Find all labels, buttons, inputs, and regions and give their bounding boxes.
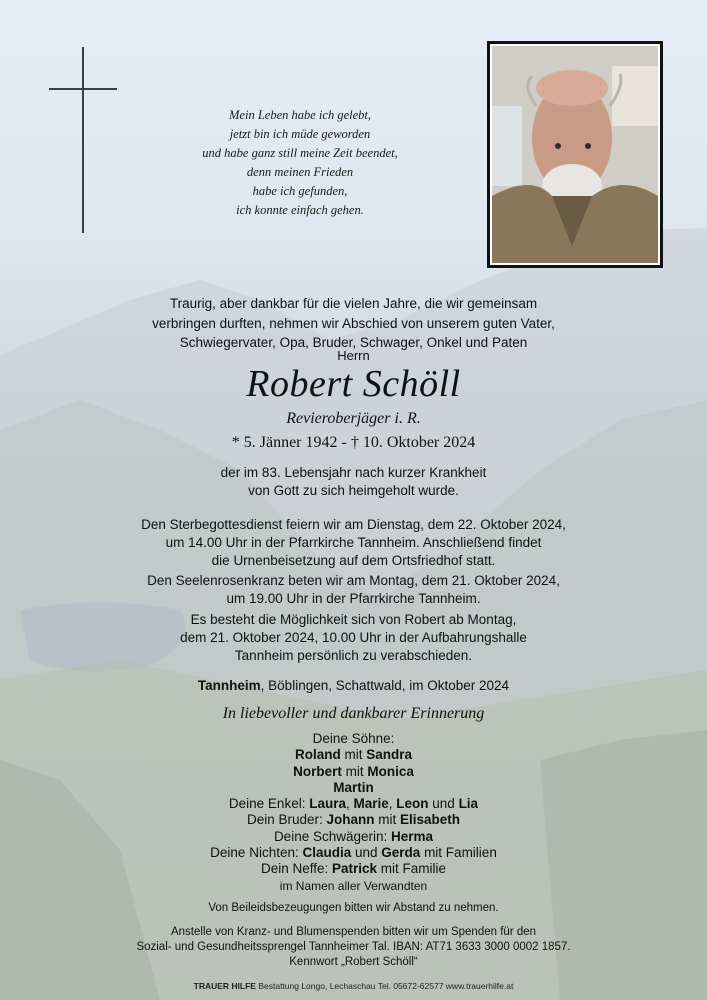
memory-heading: In liebevoller und dankbarer Erinnerung [222,705,485,722]
service-line: die Urnenbeisetzung auf dem Ortsfriedhof statt. [211,553,496,568]
son-name: Norbert [293,763,342,779]
family-row [0,747,707,763]
place-rest: , Böblingen, Schattwald, im Oktober 2024 [260,678,510,693]
poem-line: habe ich gefunden, [252,184,348,198]
family-row [0,812,707,828]
donation-line: Sozial- und Gesundheitssprengel Tannheimer Tal. IBAN: AT71 3633 3000 0002 1857. [136,941,571,953]
service-line: um 14.00 Uhr in der Pfarrkirche Tannheim. Anschließend findet [165,535,542,550]
deceased-name: Robert Schöll [246,363,461,405]
footer-text: Bestattung Longo, Lechaschau Tel. 05672-62577 www.trauerhilfe.at [255,981,514,991]
footer-brand: TRAUER HILFE [193,981,256,991]
life-text [0,464,707,500]
donation-line: Anstelle von Kranz- und Blumenspenden bitten wir um Spenden für den [170,926,537,938]
niece-name: Claudia [302,845,352,861]
grandchildren-label: Deine Enkel: [228,796,310,812]
poem-line: und habe ganz still meine Zeit beendet, [202,146,398,160]
family-row [0,764,707,780]
partner-name: Elisabeth [400,812,461,828]
cross-icon [82,47,84,233]
poem-line: Mein Leben habe ich gelebt, [229,108,371,122]
separator: , [345,796,354,812]
niece-name: Gerda [381,845,421,861]
farewell-line: Tannheim persönlich zu verabschieden. [234,648,473,663]
rosary-line: Den Seelenrosenkranz beten wir am Montag, dem 21. Oktober 2024, [147,573,560,588]
sister-in-law-label: Deine Schwägerin: [273,828,392,844]
poem [150,106,450,220]
life-dates: * 5. Jänner 1942 - † 10. Oktober 2024 [231,434,476,451]
donation-note [0,925,707,970]
farewell-text [0,611,707,665]
brother-name: Johann [326,812,375,828]
service-text [0,516,707,570]
deceased-title: Revieroberjäger i. R. [286,410,421,427]
farewell-line: Es besteht die Möglichkeit sich von Robert ab Montag, [190,612,517,627]
separator: , [388,796,397,812]
mit: mit [341,763,368,779]
place-date-line [0,678,707,693]
relatives-line: im Namen aller Verwandten [279,878,428,893]
separator: und [428,796,459,812]
son-name: Martin [333,779,374,795]
sister-in-law-name: Herma [391,828,434,844]
family-row [0,845,707,861]
footer [0,981,707,991]
service-line: Den Sterbegottesdienst feiern wir am Dienstag, dem 22. Oktober 2024, [141,517,566,532]
portrait-photo-frame [487,41,663,268]
family-list [0,731,707,894]
family-row [0,829,707,845]
separator: und [351,845,382,861]
place-bold: Tannheim [197,678,261,693]
life-line: der im 83. Lebensjahr nach kurzer Krankheit [220,465,487,480]
intro-text [0,294,707,353]
poem-line: denn meinen Frieden [246,165,354,179]
son-name: Roland [294,747,341,763]
life-line: von Gott zu sich heimgeholt wurde. [248,483,459,498]
intro-line: verbringen durften, nehmen wir Abschied von unserem guten Vater, [152,315,555,331]
poem-line: jetzt bin ich müde geworden [229,127,371,141]
intro-line: Traurig, aber dankbar für die vielen Jahre, die wir gemeinsam [169,296,538,311]
nieces-label: Deine Nichten: [210,845,303,861]
condolences-note: Von Beileidsbezeugungen bitten wir Abstand zu nehmen. [208,902,499,914]
family-row [0,780,707,796]
cross-icon-bar [49,88,117,90]
brother-label: Dein Bruder: [246,812,327,828]
mit: mit [374,812,401,828]
family-row [0,861,707,877]
rosary-text [0,572,707,608]
nephew-label: Dein Neffe: [260,861,332,877]
grandchild-name: Marie [353,796,389,812]
partner-name: Monica [367,763,414,779]
salutation: Herrn [337,348,370,363]
donation-line: Kennwort „Robert Schöll“ [289,956,418,968]
rosary-line: um 19.00 Uhr in der Pfarrkirche Tannheim. [226,591,481,606]
nieces-rest: mit Familien [420,845,497,861]
partner-name: Sandra [366,747,413,763]
mit: mit [340,747,367,763]
nephew-name: Patrick [332,861,378,877]
grandchild-name: Leon [396,796,429,812]
intro-line: Schwiegervater, Opa, Bruder, Schwager, Onkel und Paten [179,335,528,350]
farewell-line: dem 21. Oktober 2024, 10.00 Uhr in der Aufbahrungshalle [180,630,527,645]
nephew-rest: mit Familie [377,861,447,877]
poem-line: ich konnte einfach gehen. [236,203,364,217]
family-row [0,796,707,812]
grandchild-name: Laura [309,796,346,812]
portrait-photo [492,46,658,263]
sons-label: Deine Söhne: [312,731,395,746]
grandchild-name: Lia [458,796,479,812]
